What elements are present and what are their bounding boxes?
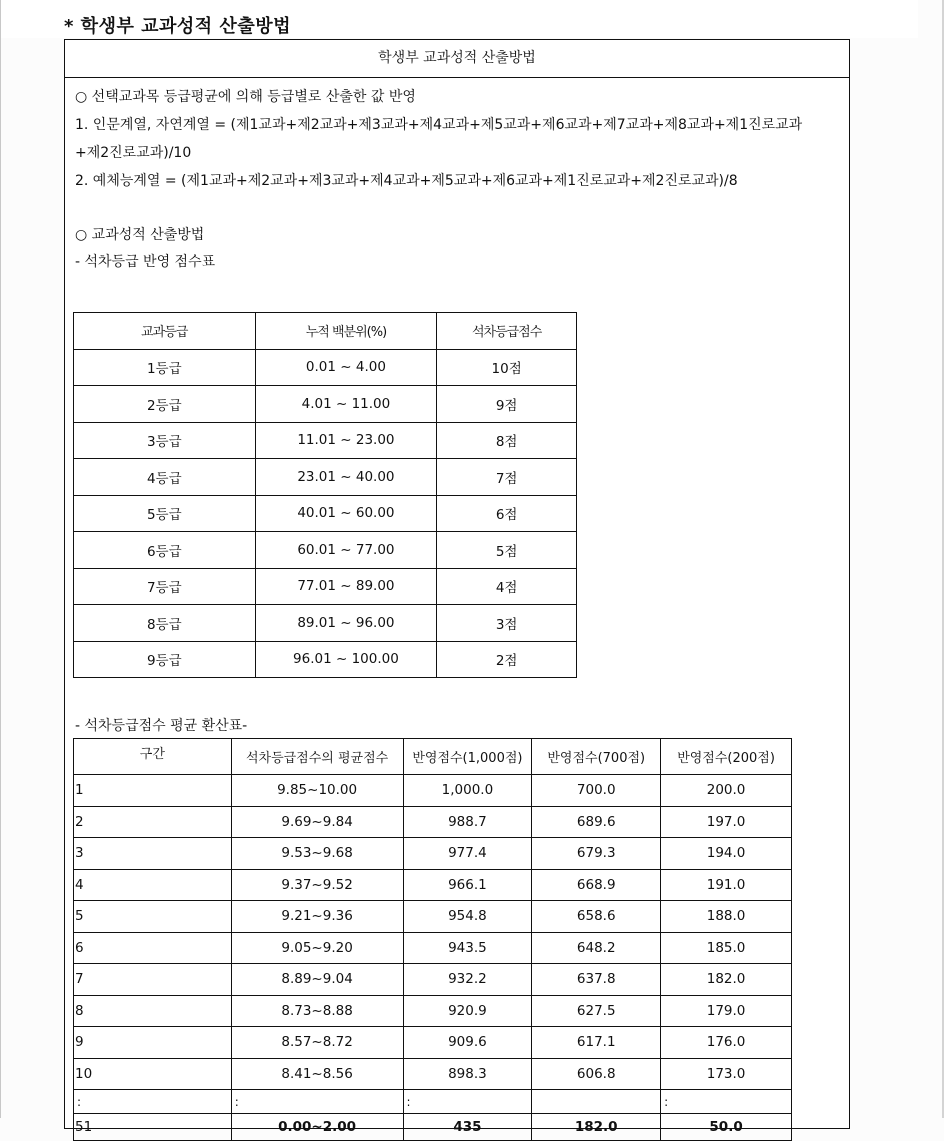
score-1000-cell: 954.8 bbox=[403, 901, 532, 933]
score-700-cell: 182.0 bbox=[532, 1114, 661, 1141]
grade-cell: 7등급 bbox=[74, 568, 256, 605]
score-200-cell: 188.0 bbox=[661, 901, 792, 933]
interval-cell: 7 bbox=[74, 964, 232, 996]
header-score-1000: 반영점수(1,000점) bbox=[403, 739, 532, 775]
score-700-cell: 658.6 bbox=[532, 901, 661, 933]
header-score-700: 반영점수(700점) bbox=[532, 739, 661, 775]
ellipsis-cell: : bbox=[661, 1090, 792, 1114]
score-700-cell: 627.5 bbox=[532, 995, 661, 1027]
formula-arts-sports: 2. 예체능계열 = (제1교과+제2교과+제3교과+제4교과+제5교과+제6교과+제1진로교과+제2진로교과)/8 bbox=[75, 173, 738, 189]
ellipsis-cell: : bbox=[231, 1090, 403, 1114]
table-row bbox=[74, 775, 792, 807]
percentile-cell: 23.01 ~ 40.00 bbox=[255, 459, 437, 496]
table-row bbox=[74, 386, 577, 423]
grade-cell: 9등급 bbox=[74, 641, 256, 678]
average-cell: 9.05~9.20 bbox=[231, 932, 403, 964]
score-700-cell: 617.1 bbox=[532, 1027, 661, 1059]
average-cell: 9.85~10.00 bbox=[231, 775, 403, 807]
percentile-cell: 96.01 ~ 100.00 bbox=[255, 641, 437, 678]
score-1000-cell: 898.3 bbox=[403, 1058, 532, 1090]
interval-cell: 5 bbox=[74, 901, 232, 933]
percentile-cell: 4.01 ~ 11.00 bbox=[255, 386, 437, 423]
grade-cell: 5등급 bbox=[74, 495, 256, 532]
score-cell: 6점 bbox=[437, 495, 577, 532]
average-conversion-table bbox=[73, 738, 792, 1141]
score-200-cell: 197.0 bbox=[661, 806, 792, 838]
ellipsis-cell bbox=[532, 1090, 661, 1114]
table2-title: - 석차등급점수 평균 환산표- bbox=[75, 718, 248, 734]
table-row bbox=[74, 459, 577, 496]
table-row bbox=[74, 495, 577, 532]
score-cell: 2점 bbox=[437, 641, 577, 678]
score-200-cell: 182.0 bbox=[661, 964, 792, 996]
percentile-cell: 89.01 ~ 96.00 bbox=[255, 605, 437, 642]
page-title: * 학생부 교과성적 산출방법 bbox=[64, 16, 291, 37]
ellipsis-cell: : bbox=[74, 1090, 232, 1114]
table-row bbox=[74, 568, 577, 605]
average-cell: 8.73~8.88 bbox=[231, 995, 403, 1027]
score-1000-cell: 966.1 bbox=[403, 869, 532, 901]
average-cell: 9.37~9.52 bbox=[231, 869, 403, 901]
score-200-cell: 179.0 bbox=[661, 995, 792, 1027]
score-700-cell: 689.6 bbox=[532, 806, 661, 838]
percentile-cell: 11.01 ~ 23.00 bbox=[255, 422, 437, 459]
score-700-cell: 679.3 bbox=[532, 838, 661, 870]
table-row bbox=[74, 806, 792, 838]
grade-cell: 3등급 bbox=[74, 422, 256, 459]
score-1000-cell: 977.4 bbox=[403, 838, 532, 870]
ellipsis-row bbox=[74, 1090, 792, 1114]
percentile-cell: 0.01 ~ 4.00 bbox=[255, 349, 437, 386]
formula-humanities-science: 1. 인문계열, 자연계열 = (제1교과+제2교과+제3교과+제4교과+제5교과+제6교과+제7교과+제8교과+제1진로교과 bbox=[75, 117, 803, 133]
score-200-cell: 191.0 bbox=[661, 869, 792, 901]
table-row bbox=[74, 532, 577, 569]
section1-heading: ○ 선택교과목 등급평균에 의해 등급별로 산출한 값 반영 bbox=[75, 89, 416, 105]
grade-cell: 8등급 bbox=[74, 605, 256, 642]
header-score-200: 반영점수(200점) bbox=[661, 739, 792, 775]
score-cell: 5점 bbox=[437, 532, 577, 569]
interval-cell: 1 bbox=[74, 775, 232, 807]
table1-title: - 석차등급 반영 점수표 bbox=[75, 254, 216, 270]
table-row bbox=[74, 641, 577, 678]
formula-humanities-science-cont: +제2진로교과)/10 bbox=[75, 145, 192, 161]
table-row bbox=[74, 964, 792, 996]
score-cell: 9점 bbox=[437, 386, 577, 423]
window-left-border bbox=[0, 0, 1, 1118]
average-cell: 9.69~9.84 bbox=[231, 806, 403, 838]
average-cell: 8.89~9.04 bbox=[231, 964, 403, 996]
interval-cell: 4 bbox=[74, 869, 232, 901]
interval-cell: 8 bbox=[74, 995, 232, 1027]
calculation-method-box bbox=[64, 39, 850, 1135]
average-cell: 9.53~9.68 bbox=[231, 838, 403, 870]
grade-cell: 2등급 bbox=[74, 386, 256, 423]
table-header-row bbox=[74, 313, 577, 350]
header-percentile: 누적 백분위(%) bbox=[255, 313, 437, 350]
table-row bbox=[74, 349, 577, 386]
interval-cell: 2 bbox=[74, 806, 232, 838]
score-1000-cell: 932.2 bbox=[403, 964, 532, 996]
score-200-cell: 50.0 bbox=[661, 1114, 792, 1141]
score-700-cell: 648.2 bbox=[532, 932, 661, 964]
header-score: 석차등급점수 bbox=[437, 313, 577, 350]
score-1000-cell: 435 bbox=[403, 1114, 532, 1141]
ellipsis-cell: : bbox=[403, 1090, 532, 1114]
score-200-cell: 185.0 bbox=[661, 932, 792, 964]
grade-cell: 6등급 bbox=[74, 532, 256, 569]
score-1000-cell: 920.9 bbox=[403, 995, 532, 1027]
grade-score-table bbox=[73, 312, 577, 678]
average-cell: 9.21~9.36 bbox=[231, 901, 403, 933]
score-1000-cell: 1,000.0 bbox=[403, 775, 532, 807]
score-700-cell: 700.0 bbox=[532, 775, 661, 807]
percentile-cell: 60.01 ~ 77.00 bbox=[255, 532, 437, 569]
score-cell: 3점 bbox=[437, 605, 577, 642]
score-200-cell: 194.0 bbox=[661, 838, 792, 870]
header-average-score: 석차등급점수의 평균점수 bbox=[231, 739, 403, 775]
score-200-cell: 176.0 bbox=[661, 1027, 792, 1059]
header-grade: 교과등급 bbox=[74, 313, 256, 350]
grade-cell: 1등급 bbox=[74, 349, 256, 386]
interval-cell: 10 bbox=[74, 1058, 232, 1090]
score-cell: 7점 bbox=[437, 459, 577, 496]
interval-cell: 9 bbox=[74, 1027, 232, 1059]
average-cell: 8.41~8.56 bbox=[231, 1058, 403, 1090]
score-1000-cell: 988.7 bbox=[403, 806, 532, 838]
score-cell: 10점 bbox=[437, 349, 577, 386]
grade-cell: 4등급 bbox=[74, 459, 256, 496]
score-200-cell: 200.0 bbox=[661, 775, 792, 807]
average-cell: 0.00~2.00 bbox=[231, 1114, 403, 1141]
box-header: 학생부 교과성적 산출방법 bbox=[65, 40, 849, 78]
score-700-cell: 668.9 bbox=[532, 869, 661, 901]
average-cell: 8.57~8.72 bbox=[231, 1027, 403, 1059]
interval-cell: 51 bbox=[74, 1114, 232, 1141]
table-row bbox=[74, 901, 792, 933]
score-cell: 8점 bbox=[437, 422, 577, 459]
table-row bbox=[74, 605, 577, 642]
table-row bbox=[74, 422, 577, 459]
table-header-row bbox=[74, 739, 792, 775]
table-row bbox=[74, 932, 792, 964]
score-1000-cell: 909.6 bbox=[403, 1027, 532, 1059]
table-row bbox=[74, 995, 792, 1027]
table-row bbox=[74, 1058, 792, 1090]
score-700-cell: 637.8 bbox=[532, 964, 661, 996]
table-row bbox=[74, 1027, 792, 1059]
score-200-cell: 173.0 bbox=[661, 1058, 792, 1090]
table-row bbox=[74, 869, 792, 901]
table-row bbox=[74, 838, 792, 870]
score-cell: 4점 bbox=[437, 568, 577, 605]
percentile-cell: 40.01 ~ 60.00 bbox=[255, 495, 437, 532]
percentile-cell: 77.01 ~ 89.00 bbox=[255, 568, 437, 605]
section2-heading: ○ 교과성적 산출방법 bbox=[75, 227, 205, 243]
interval-cell: 3 bbox=[74, 838, 232, 870]
score-1000-cell: 943.5 bbox=[403, 932, 532, 964]
header-interval: 구간 bbox=[74, 739, 232, 775]
interval-cell: 6 bbox=[74, 932, 232, 964]
score-700-cell: 606.8 bbox=[532, 1058, 661, 1090]
